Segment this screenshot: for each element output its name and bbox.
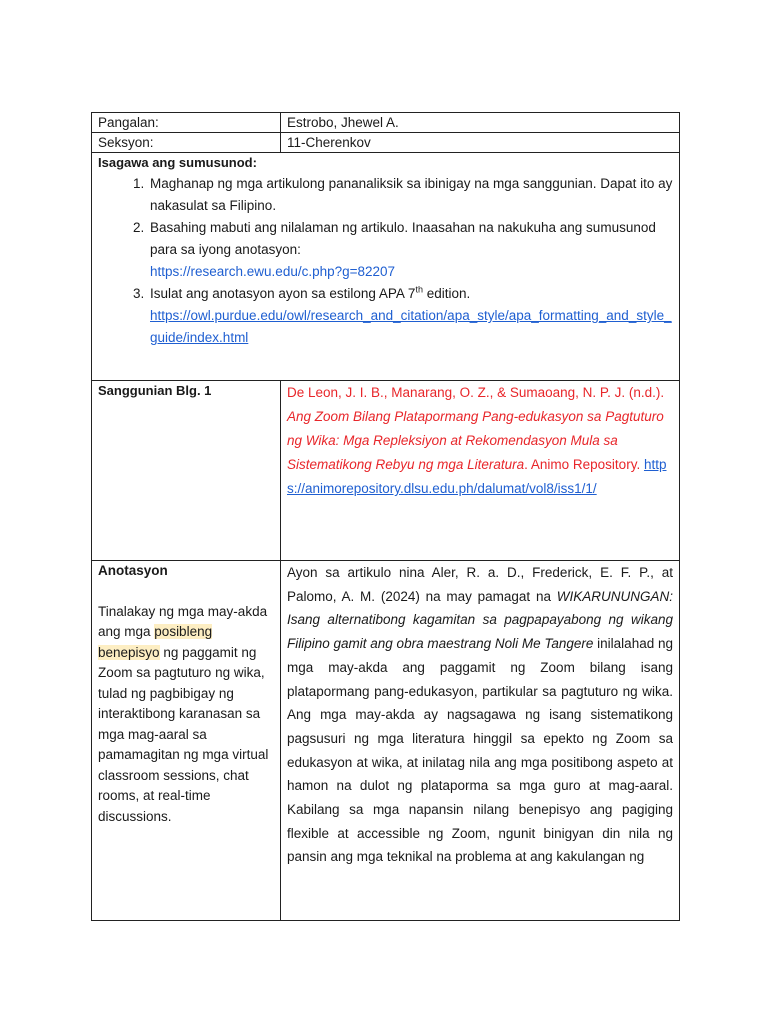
instruction-item-1 xyxy=(148,173,673,217)
seksyon-label: Seksyon: xyxy=(92,133,281,153)
highlighted-phrase: posibleng benepisyo xyxy=(98,624,213,660)
reference-label: Sanggunian Blg. 1 xyxy=(92,381,281,561)
reference-title: Ang Zoom Bilang Platapormang Pang-edukasyon sa Pagtuturo ng Wika: Mga Repleksiyon at Rekomendasyon Mula sa Sistematikong Rebyu ng mga Literatura xyxy=(287,409,664,472)
reference-authors: De Leon, J. I. B., Manarang, O. Z., & Sumaoang, N. P. J. (n.d.). xyxy=(287,385,665,400)
instruction-item-3 xyxy=(148,283,673,349)
annotation-row xyxy=(92,561,680,921)
pangalan-label: Pangalan: xyxy=(92,113,281,133)
annotation-summary xyxy=(98,602,274,828)
annotation-summary-pre: Tinalakay ng mga may-akda ang mga xyxy=(98,603,268,639)
instruction-item-3-text: Isulat ang anotasyon ayon sa estilong APA 7 xyxy=(150,286,416,301)
instruction-item-2 xyxy=(148,217,673,283)
reference-link[interactable]: https://animorepository.dlsu.edu.ph/dalumat/vol8/iss1/1/ xyxy=(287,457,667,496)
pangalan-value: Estrobo, Jhewel A. xyxy=(281,113,680,133)
reference-citation xyxy=(281,381,680,561)
annotation-body-title: WIKARUNUNGAN: Isang alternatibong kagamitan sa pagpapayabong ng wikang Filipino gamit ang obra maestrang Noli Me Tangere xyxy=(287,588,673,652)
reference-publisher: . Animo Repository. xyxy=(524,457,641,472)
instructions-cell xyxy=(92,153,680,381)
instruction-item-3-sup: th xyxy=(415,284,423,295)
instructions-heading: Isagawa ang sumusunod: xyxy=(98,155,257,170)
annotation-body-pre: Ayon sa artikulo nina Aler, R. a. D., Frederick, E. F. P., at Palomo, A. M. (2024) na may pamagat na xyxy=(287,565,673,604)
pangalan-row xyxy=(92,113,680,133)
instructions-list xyxy=(98,173,673,349)
annotation-body-post: inilalahad ng mga may-akda ang paggamit ng Zoom bilang isang platapormang pang-edukasyon, partikular sa pagtuturo ng wika. Ang mga may-akda ay nagsagawa ng isang sistematikong pagsusuri ng mga literatura hinggil sa epekto ng Zoom sa edukasyon at wika, at inilatag nila ang mga positibong aspeto at hamon na dulot ng plataporma sa mga guro at mag-aaral. Kabilang sa mga napansin nilang benepisyo ang pagiging flexible at accessible ng Zoom, ngunit binigyan din nila ng pansin ang mga teknikal na problema at ang kakulangan ng xyxy=(287,636,673,865)
annotation-summary-post: ng paggamit ng Zoom sa pagtuturo ng wika, tulad ng pagbibigay ng interaktibong karanasan sa mga mag-aaral sa pamamagitan ng mga virtual classroom sessions, chat rooms, at real-time discussions. xyxy=(98,644,269,824)
seksyon-row xyxy=(92,133,680,153)
annotation-table xyxy=(91,112,680,921)
annotation-label: Anotasyon xyxy=(98,563,168,578)
instructions-row xyxy=(92,153,680,381)
purdue-owl-link[interactable]: https://owl.purdue.edu/owl/research_and_citation/apa_style/apa_formatting_and_style_guide/index.html xyxy=(150,308,672,345)
seksyon-value: 11-Cherenkov xyxy=(281,133,680,153)
ewu-link[interactable]: https://research.ewu.edu/c.php?g=82207 xyxy=(150,264,396,279)
instruction-item-3-post: edition. xyxy=(422,286,471,301)
instruction-item-1-text: Maghanap ng mga artikulong pananaliksik sa ibinigay na mga sanggunian. Dapat ito ay nakasulat sa Filipino. xyxy=(150,176,673,213)
annotation-summary-cell xyxy=(92,561,281,921)
annotation-body xyxy=(281,561,680,921)
reference-row xyxy=(92,381,680,561)
instruction-item-2-text: Basahing mabuti ang nilalaman ng artikulo. Inaasahan na nakukuha ang sumusunod para sa iyong anotasyon: xyxy=(150,220,656,257)
